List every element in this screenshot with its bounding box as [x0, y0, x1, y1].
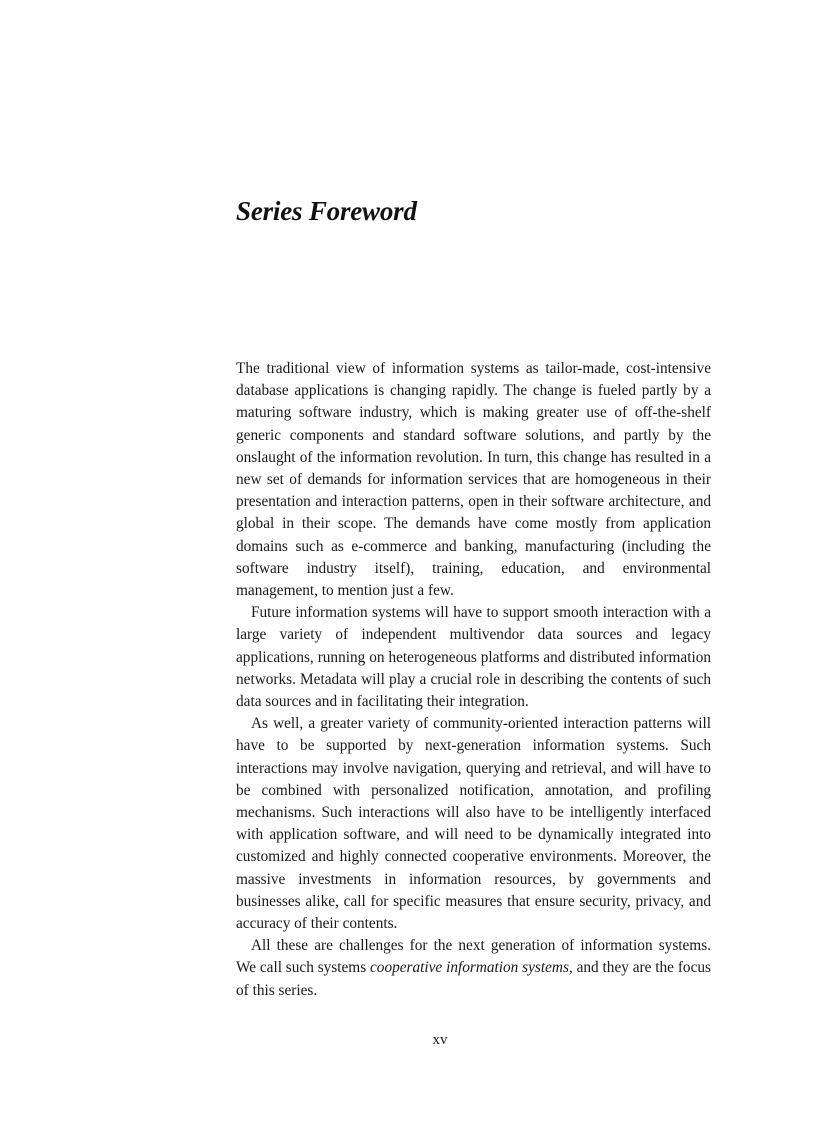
page-number: xv [432, 1032, 448, 1048]
page-title: Series Foreword [236, 196, 417, 226]
paragraph-4-text-after: , and they are the focus of this series. [236, 959, 711, 999]
paragraph-4-text-before: All these are challenges for the next generation of information systems. We call such systems [236, 937, 711, 977]
paragraph-4-emphasis: cooperative information systems [370, 959, 569, 977]
paragraph-3: As well, a greater variety of community-oriented interaction patterns will have to be supported by next-generation information systems. Such interactions may involve navigation, querying and retrieval, and will have to be combined with personalized notification, annotation, and profiling mechanisms. Such interactions will also have to be intelligently interfaced with application software, and will need to be dynamically integrated into customized and highly connected cooperative environments. Moreover, the massive investments in information resources, by governments and businesses alike, call for specific measures that ensure security, privacy, and accuracy of their contents. [236, 715, 711, 933]
paragraph-1: The traditional view of information systems as tailor-made, cost-intensive database applications is changing rapidly. The change is fueled partly by a maturing software industry, which is making greater use of off-the-shelf generic components and standard software solutions, and partly by the onslaught of the information revolution. In turn, this change has resulted in a new set of demands for information services that are homogeneous in their presentation and interaction patterns, open in their software architecture, and global in their scope. The demands have come mostly from application domains such as e-commerce and banking, manufacturing (including the software industry itself), training, education, and environmental management, to mention just a few. [236, 360, 711, 600]
foreword-body [236, 358, 711, 1002]
paragraph-4 [236, 935, 711, 1002]
paragraph-2: Future information systems will have to support smooth interaction with a large variety of independent multivendor data sources and legacy applications, running on heterogeneous platforms and distributed information networks. Metadata will play a crucial role in describing the contents of such data sources and in facilitating their integration. [236, 604, 711, 711]
